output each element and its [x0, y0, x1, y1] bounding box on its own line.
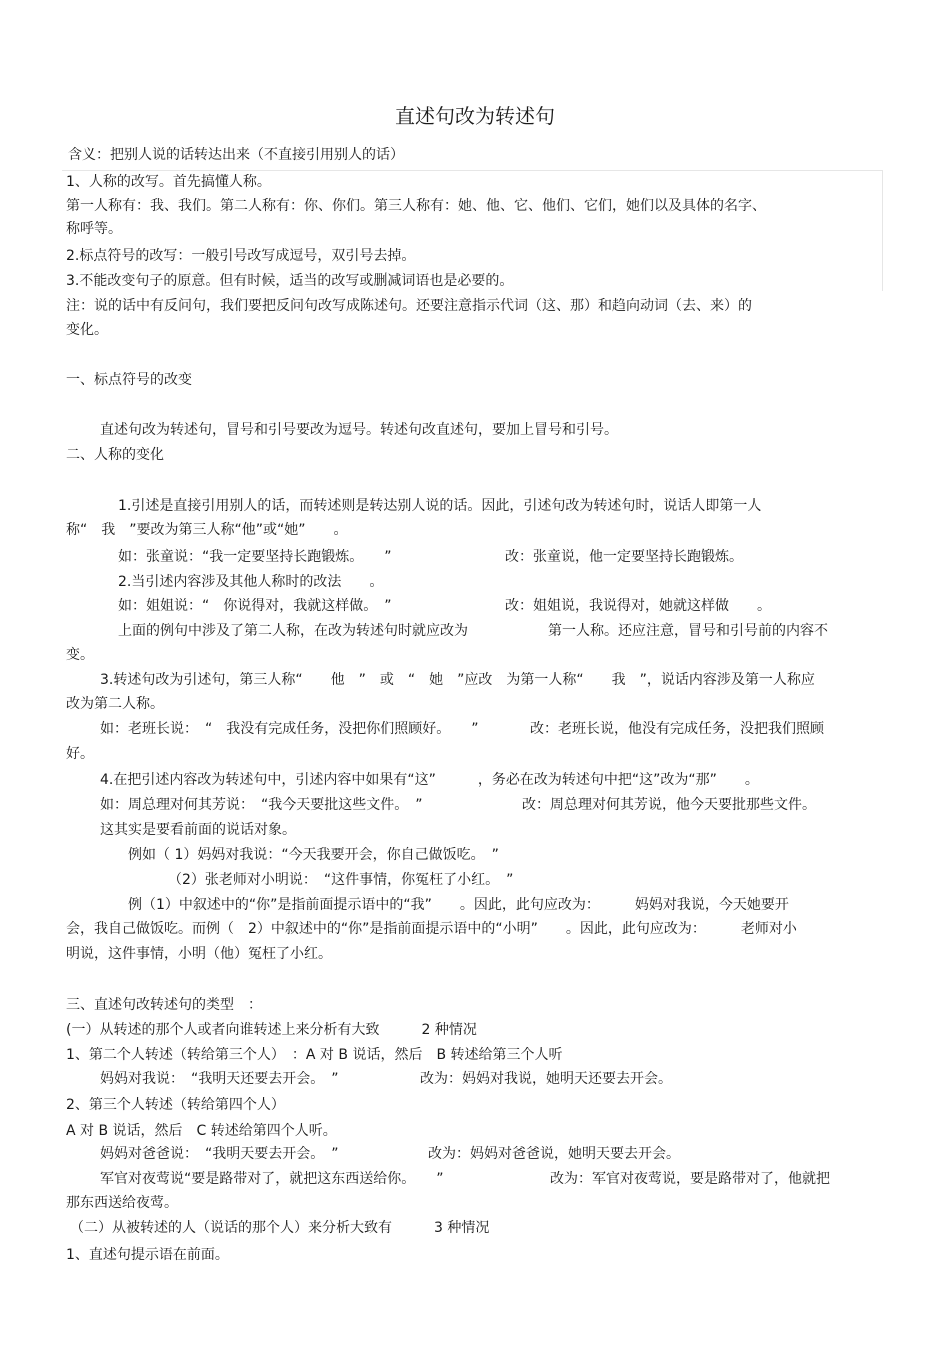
- example-2-original: 如：姐姐说：“ 你说得对，我就这样做。 ”: [118, 598, 392, 614]
- rule-3-line-2: 改为第二人称。: [66, 696, 164, 712]
- example-3-original: 如：老班长说： “ 我没有完成任务，没把你们照顾好。 ”: [100, 721, 479, 737]
- example-4-original: 如：周总理对何其芳说： “我今天要批这些文件。 ”: [100, 797, 423, 813]
- section-3-heading: 三、直述句改转述句的类型 ：: [66, 997, 262, 1013]
- rule-4-note: 这其实是要看前面的说话对象。: [100, 822, 296, 838]
- rule-1-line-1: 1.引述是直接引用别人的话，而转述则是转达别人说的话。因此，引述句改为转述句时，说话人即第一人: [118, 498, 762, 514]
- example-2-rewritten: 改：姐姐说，我说得对，她就这样做 。: [505, 598, 771, 614]
- type-4: 1、直述句提示语在前面。: [66, 1247, 229, 1263]
- rule-1-line-2: 称“ 我 ”要改为第三人称“他”或“她” 。: [66, 522, 348, 538]
- section-2-heading: 二、人称的变化: [66, 447, 164, 463]
- intro-point-2-line-2: 称呼等。: [66, 221, 122, 237]
- rule-2-explanation-a: 上面的例句中涉及了第二人称，在改为转述句时就应改为: [118, 623, 468, 639]
- example-1-rewritten: 改：张童说，他一定要坚持长跑锻炼。: [505, 549, 743, 565]
- example-5a: 例如（ 1）妈妈对我说：“今天我要开会，你自己做饭吃。 ”: [128, 847, 499, 863]
- section-3-sub-2: （二）从被转述的人（说话的那个人）来分析大致有 3 种情况: [70, 1220, 490, 1236]
- type-3-example-rewritten: 改为：军官对夜莺说，要是路带对了，他就把: [550, 1171, 830, 1187]
- intro-point-1: 1、人称的改写。首先搞懂人称。: [66, 174, 271, 190]
- type-2-example-original: 妈妈对爸爸说： “我明天要去开会。 ”: [100, 1146, 339, 1162]
- example-3-tail: 好。: [66, 746, 94, 762]
- intro-note-line-1: 注：说的话中有反问句，我们要把反问句改写成陈述句。还要注意指示代词（这、那）和趋向动词（去、来）的: [66, 298, 752, 314]
- example-5b: （2）张老师对小明说： “这件事情，你冤枉了小红。 ”: [168, 872, 514, 888]
- rule-2-explanation-c: 变。: [66, 647, 94, 663]
- rule-5-line-1: 例（1）中叙述中的“你”是指前面提示语中的“我” 。因此，此句应改为： 妈妈对我说，今天她要开: [128, 897, 789, 913]
- rule-5-line-2: 会，我自己做饭吃。而例（ 2）中叙述中的“你”是指前面提示语中的“小明” 。因此，此句应改为： 老师对小: [66, 921, 797, 937]
- section-3-sub-1: (一）从转述的那个人或者向谁转述上来分析有大致 2 种情况: [66, 1022, 477, 1038]
- intro-point-2-line-1: 第一人称有：我、我们。第二人称有：你、你们。第三人称有：她、他、它、他们、它们，她们以及具体的名字、: [66, 198, 766, 214]
- type-1-example-original: 妈妈对我说： “我明天还要去开会。 ”: [100, 1071, 339, 1087]
- type-1: 1、第二个人转述（转给第三个人） ：A 对 B 说话，然后 B 转述给第三个人听: [66, 1047, 563, 1063]
- type-2: 2、第三个人转述（转给第四个人）: [66, 1097, 285, 1113]
- type-3-example-original: 军官对夜莺说“要是路带对了，就把这东西送给你。 ”: [100, 1171, 444, 1187]
- rule-5-line-3: 明说，这件事情，小明（他）冤枉了小红。: [66, 946, 332, 962]
- meaning-line: 含义：把别人说的话转达出来（不直接引用别人的话）: [68, 147, 404, 163]
- rule-2: 2.当引述内容涉及其他人称时的改法 。: [118, 574, 384, 590]
- section-1-heading: 一、标点符号的改变: [66, 372, 192, 388]
- example-4-rewritten: 改：周总理对何其芳说，他今天要批那些文件。: [522, 797, 816, 813]
- rule-2-explanation-b: 第一人称。还应注意，冒号和引号前的内容不: [548, 623, 828, 639]
- type-3-example-tail: 那东西送给夜莺。: [66, 1195, 178, 1211]
- intro-note-line-2: 变化。: [66, 322, 108, 338]
- example-3-rewritten: 改：老班长说，他没有完成任务，没把我们照顾: [530, 721, 824, 737]
- intro-point-4: 3.不能改变句子的原意。但有时候，适当的改写或删减词语也是必要的。: [66, 273, 514, 289]
- rule-4: 4.在把引述内容改为转述句中，引述内容中如果有“这” ，务必在改为转述句中把“这”改为“那” 。: [100, 772, 759, 788]
- page-title: 直述句改为转述句: [395, 104, 555, 128]
- section-1-body: 直述句改为转述句，冒号和引号要改为逗号。转述句改直述句，要加上冒号和引号。: [100, 422, 618, 438]
- rule-3-line-1: 3.转述句改为引述句，第三人称“ 他 ” 或 “ 她 ”应改 为第一人称“ 我 ”，说话内容涉及第一人称应: [100, 672, 815, 688]
- type-1-example-rewritten: 改为：妈妈对我说，她明天还要去开会。: [420, 1071, 672, 1087]
- example-1-original: 如：张童说：“我一定要坚持长跑锻炼。 ”: [118, 549, 392, 565]
- type-2-example-rewritten: 改为：妈妈对爸爸说，她明天要去开会。: [428, 1146, 680, 1162]
- intro-point-3: 2.标点符号的改写：一般引号改写成逗号，双引号去掉。: [66, 248, 416, 264]
- type-2-detail: A 对 B 说话，然后 C 转述给第四个人听。: [66, 1123, 337, 1139]
